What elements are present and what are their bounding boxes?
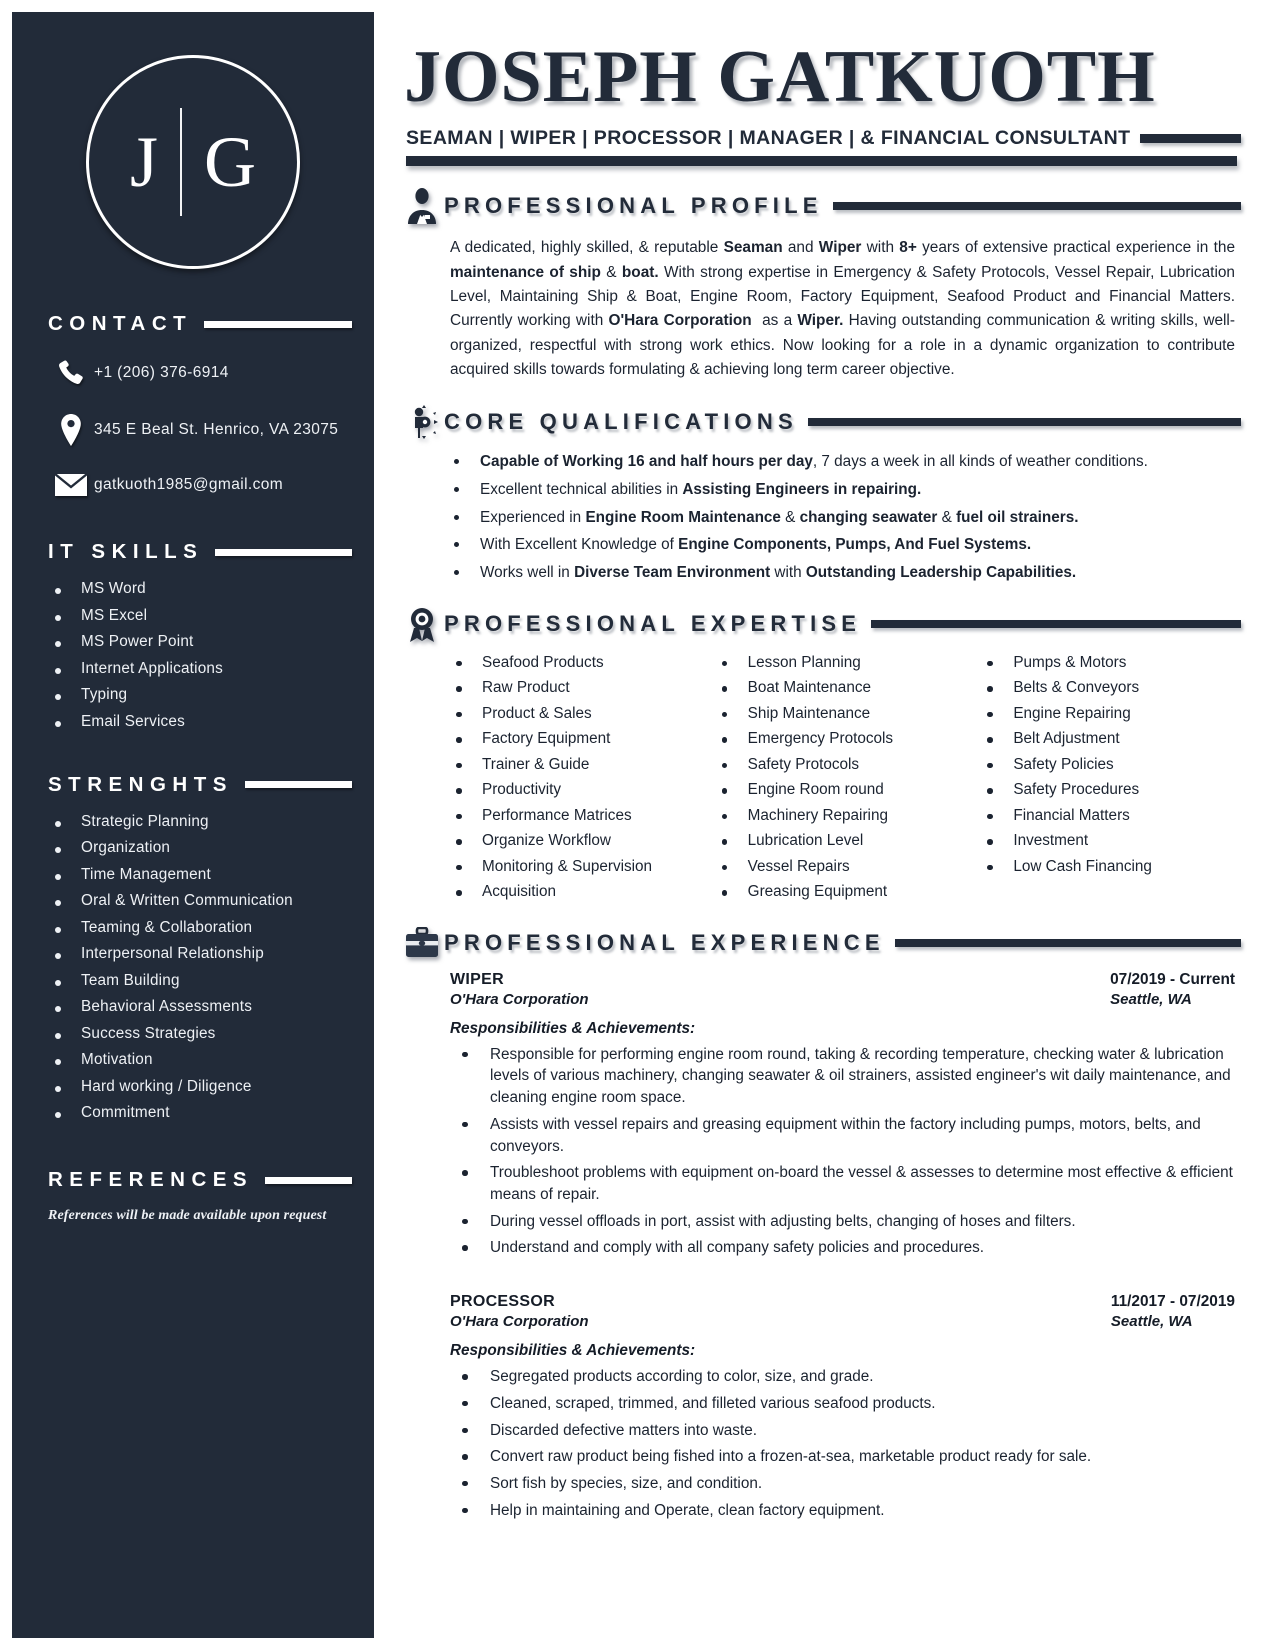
person-avatar-icon: [400, 188, 444, 224]
strengths-section: [12, 773, 374, 1123]
core-qualification-item: Experienced in Engine Room Maintenance & changing seawater & fuel oil strainers.: [444, 508, 1241, 529]
contact-list: [48, 358, 352, 498]
expertise-item: Acquisition: [444, 883, 710, 901]
references-heading-label: REFERENCES: [48, 1168, 254, 1191]
it-skills-heading-rule: [215, 549, 352, 556]
strength-item: Oral & Written Communication: [48, 892, 352, 910]
skills-person-arrows-icon: [400, 404, 444, 440]
job-bullet-list: [450, 1044, 1235, 1259]
it-skill-item: MS Power Point: [48, 633, 352, 651]
expertise-item: Vessel Repairs: [710, 858, 976, 876]
job-bullet: Understand and comply with all company safety policies and procedures.: [450, 1237, 1235, 1259]
expertise-item: Monitoring & Supervision: [444, 858, 710, 876]
strengths-heading: [48, 773, 352, 797]
job-location: Seattle, WA: [1110, 990, 1192, 1008]
it-skill-item: Email Services: [48, 713, 352, 731]
job-meta-block: [1110, 971, 1235, 1008]
professional-profile-rule: [833, 202, 1241, 210]
professional-expertise-title: PROFESSIONAL EXPERTISE: [444, 610, 862, 636]
professional-experience-heading: [400, 927, 1241, 959]
monogram-letters: [108, 108, 278, 216]
expertise-item: Product & Sales: [444, 705, 710, 723]
expertise-column-2: [710, 654, 976, 909]
professional-profile-title: PROFESSIONAL PROFILE: [444, 193, 823, 219]
job-bullet: Sort fish by species, size, and condition.: [450, 1473, 1235, 1495]
responsibilities-label: Responsibilities & Achievements:: [450, 1019, 696, 1037]
job-company: O'Hara Corporation: [450, 1313, 589, 1331]
expertise-item: Belts & Conveyors: [975, 679, 1241, 697]
job-dates: 07/2019 - Current: [1110, 970, 1235, 988]
briefcase-icon: [400, 927, 444, 959]
expertise-item: Engine Room round: [710, 781, 976, 799]
professional-expertise-heading: [400, 606, 1241, 642]
strength-item: Organization: [48, 839, 352, 857]
it-skill-item: Internet Applications: [48, 660, 352, 678]
core-qualification-item: Works well in Diverse Team Environment with Outstanding Leadership Capabilities.: [444, 563, 1241, 584]
strength-item: Hard working / Diligence: [48, 1078, 352, 1096]
responsibilities-label: Responsibilities & Achievements:: [450, 1342, 696, 1360]
contact-heading: [48, 312, 352, 336]
job-bullet: During vessel offloads in port, assist with adjusting belts, changing of hoses and filters.: [450, 1211, 1235, 1233]
monogram-divider: [180, 108, 182, 216]
expertise-item: Raw Product: [444, 679, 710, 697]
monogram-circle: [86, 55, 300, 269]
header-divider-rule: [406, 156, 1237, 166]
award-badge-icon: [400, 606, 444, 642]
job-bullet: Troubleshoot problems with equipment on-board the vessel & assesses to determine most effective & efficient means of repair.: [450, 1162, 1235, 1205]
job-title-block: [450, 971, 589, 1008]
professional-experience-title: PROFESSIONAL EXPERIENCE: [444, 929, 885, 955]
contact-heading-label: CONTACT: [48, 312, 193, 335]
location-pin-icon: [48, 414, 94, 446]
it-skill-item: Typing: [48, 686, 352, 704]
job-title: PROCESSOR: [450, 1293, 555, 1311]
strength-item: Commitment: [48, 1104, 352, 1122]
job-location: Seattle, WA: [1110, 1313, 1193, 1331]
strengths-list: [48, 813, 352, 1123]
job-bullet: Discarded defective matters into waste.: [450, 1420, 1235, 1442]
expertise-item: Safety Policies: [975, 756, 1241, 774]
job-bullet: Convert raw product being fished into a frozen-at-sea, marketable product ready for sale.: [450, 1446, 1235, 1468]
expertise-item: Machinery Repairing: [710, 807, 976, 825]
professional-expertise-section: [400, 606, 1241, 909]
monogram-logo: [12, 12, 374, 312]
job-company: O'Hara Corporation: [450, 990, 589, 1008]
strength-item: Interpersonal Relationship: [48, 945, 352, 963]
expertise-list-3: [975, 654, 1241, 876]
job-meta-block: [1111, 1293, 1235, 1330]
contact-address-value: 345 E Beal St. Henrico, VA 23075: [94, 421, 339, 438]
sidebar: [12, 12, 374, 1638]
job-title-block: [450, 1293, 589, 1330]
it-skills-list: [48, 580, 352, 731]
core-qualification-item: Capable of Working 16 and half hours per day, 7 days a week in all kinds of weather conditions.: [444, 452, 1241, 473]
professional-profile-section: [400, 188, 1241, 382]
strength-item: Success Strategies: [48, 1025, 352, 1043]
main-content: [374, 12, 1263, 1638]
monogram-initial-first: J: [129, 122, 159, 202]
it-skills-heading: [48, 540, 352, 564]
job-bullet: Segregated products according to color, size, and grade.: [450, 1366, 1235, 1388]
expertise-item: Financial Matters: [975, 807, 1241, 825]
contact-heading-rule: [204, 321, 352, 328]
job-header: [450, 1293, 1235, 1330]
job-bullet-list: [450, 1366, 1235, 1521]
expertise-column-3: [975, 654, 1241, 909]
monogram-initial-last: G: [204, 122, 257, 202]
contact-phone-value: +1 (206) 376-6914: [94, 364, 229, 381]
expertise-item: Belt Adjustment: [975, 730, 1241, 748]
strength-item: Team Building: [48, 972, 352, 990]
expertise-item: Emergency Protocols: [710, 730, 976, 748]
strength-item: Behavioral Assessments: [48, 998, 352, 1016]
envelope-icon: [48, 472, 94, 498]
it-skill-item: MS Excel: [48, 607, 352, 625]
core-qualifications-heading: [400, 404, 1241, 440]
candidate-subtitle: SEAMAN | WIPER | PROCESSOR | MANAGER | & FINANCIAL CONSULTANT: [406, 127, 1131, 150]
strength-item: Teaming & Collaboration: [48, 919, 352, 937]
expertise-item: Performance Matrices: [444, 807, 710, 825]
expertise-column-1: [444, 654, 710, 909]
expertise-list-2: [710, 654, 976, 902]
contact-email-row[interactable]: [48, 472, 352, 498]
expertise-item: Trainer & Guide: [444, 756, 710, 774]
professional-expertise-rule: [871, 620, 1241, 628]
it-skills-heading-label: IT SKILLS: [48, 540, 204, 563]
contact-section: [12, 312, 374, 498]
core-qualification-item: With Excellent Knowledge of Engine Components, Pumps, And Fuel Systems.: [444, 535, 1241, 556]
job-bullet: Responsible for performing engine room round, taking & recording temperature, checking water & lubrication levels of various machinery, changing seawater & oil strainers, assisted engineer's wit daily maintenance, and cleaning engine room space.: [450, 1044, 1235, 1109]
strengths-heading-rule: [245, 781, 352, 788]
professional-expertise-columns: [444, 654, 1241, 909]
expertise-item: Safety Procedures: [975, 781, 1241, 799]
job-title: WIPER: [450, 970, 504, 988]
professional-profile-heading: [400, 188, 1241, 224]
references-heading: [48, 1168, 352, 1192]
core-qualifications-section: [400, 404, 1241, 583]
it-skills-section: [12, 540, 374, 731]
professional-experience-rule: [895, 939, 1241, 947]
expertise-item: Factory Equipment: [444, 730, 710, 748]
professional-profile-text: A dedicated, highly skilled, & reputable Seaman and Wiper with 8+ years of extensive practical experience in the maintenance of ship & boat. With strong expertise in Emergency & Safety Protocols, Vessel Repair, Lubrication Level, Maintaining Ship & Boat, Engine Room, Factory Equipment, Seafood Product and Financial Matters. Currently working with O'Hara Corporation as a Wiper. Having outstanding communication & writing skills, well-organized, respectful with strong work ethics. Now looking for a role in a dynamic organization to contribute acquired skills towards formulating & achieving long term career objective.: [450, 239, 1236, 379]
references-note: References will be made available upon request: [48, 1208, 327, 1223]
expertise-item: Lubrication Level: [710, 832, 976, 850]
expertise-item: Seafood Products: [444, 654, 710, 672]
contact-address-row[interactable]: [48, 414, 352, 446]
strength-item: Time Management: [48, 866, 352, 884]
phone-icon: [48, 358, 94, 388]
strength-item: Motivation: [48, 1051, 352, 1069]
job-entry: [450, 1293, 1235, 1521]
expertise-item: Boat Maintenance: [710, 679, 976, 697]
expertise-item: Pumps & Motors: [975, 654, 1241, 672]
contact-phone-row[interactable]: [48, 358, 352, 388]
expertise-item: Productivity: [444, 781, 710, 799]
core-qualifications-rule: [808, 418, 1241, 426]
contact-email-value: gatkuoth1985@gmail.com: [94, 476, 284, 493]
job-header: [450, 971, 1235, 1008]
subtitle-accent-bar: [1140, 134, 1241, 143]
job-dates: 11/2017 - 07/2019: [1110, 1293, 1235, 1311]
expertise-item: Investment: [975, 832, 1241, 850]
it-skill-item: MS Word: [48, 580, 352, 598]
core-qualifications-title: CORE QUALIFICATIONS: [444, 409, 798, 435]
jobs-container: [400, 971, 1241, 1522]
expertise-item: Greasing Equipment: [710, 883, 976, 901]
expertise-item: Low Cash Financing: [975, 858, 1241, 876]
core-qualification-item: Excellent technical abilities in Assisting Engineers in repairing.: [444, 480, 1241, 501]
expertise-item: Lesson Planning: [710, 654, 976, 672]
expertise-list-1: [444, 654, 710, 902]
job-bullet: Assists with vessel repairs and greasing equipment within the factory including pumps, motors, belts, and conveyors.: [450, 1114, 1235, 1157]
references-heading-rule: [265, 1177, 352, 1184]
job-bullet: Cleaned, scraped, trimmed, and filleted various seafood products.: [450, 1393, 1235, 1415]
strength-item: Strategic Planning: [48, 813, 352, 831]
core-qualifications-list: [444, 452, 1241, 583]
job-entry: [450, 971, 1235, 1259]
candidate-subtitle-row: [406, 127, 1241, 150]
expertise-item: Engine Repairing: [975, 705, 1241, 723]
candidate-name: JOSEPH GATKUOTH: [404, 36, 1156, 118]
job-bullet: Help in maintaining and Operate, clean factory equipment.: [450, 1500, 1235, 1522]
strengths-heading-label: STRENGHTS: [48, 772, 233, 796]
professional-experience-section: [400, 927, 1241, 1522]
expertise-item: Ship Maintenance: [710, 705, 976, 723]
references-section: [12, 1168, 374, 1224]
expertise-item: Safety Protocols: [710, 756, 976, 774]
expertise-item: Organize Workflow: [444, 832, 710, 850]
